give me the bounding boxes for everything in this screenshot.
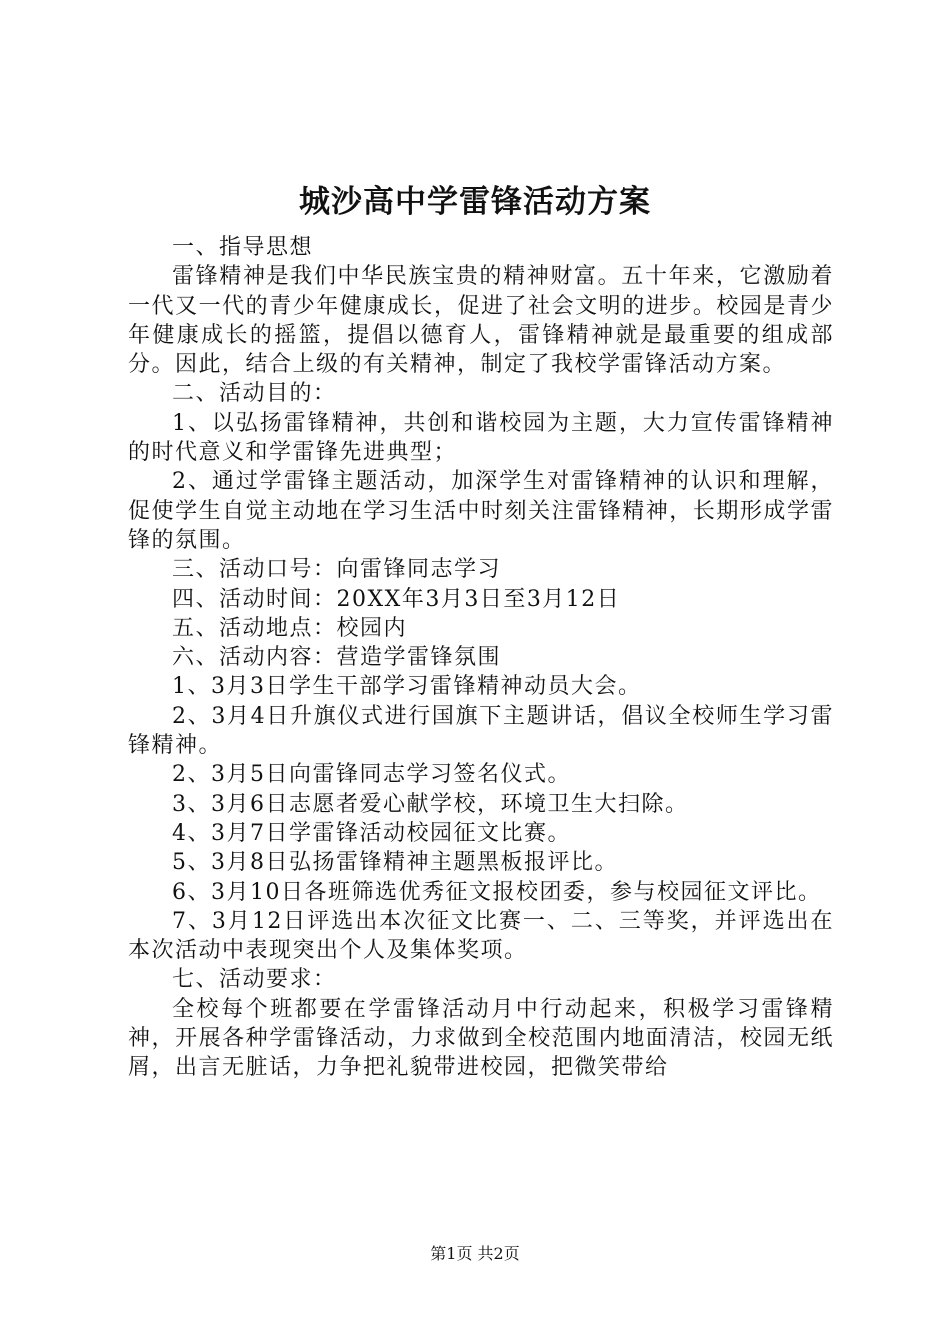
document-title: 城沙高中学雷锋活动方案 (299, 184, 651, 220)
content-item: 1、3月3日学生干部学习雷锋精神动员大会。 (172, 674, 642, 700)
section-heading-requirements: 七、活动要求： (172, 967, 337, 993)
section-heading-purpose: 二、活动目的： (172, 381, 337, 407)
content-item: 7、3月12日评选出本次征文比赛一、二、三等奖，并评选出在本次活动中表现突出个人及集体奖项。 (128, 908, 834, 964)
content-item: 3、3月6日志愿者爱心献学校，环境卫生大扫除。 (172, 791, 689, 817)
purpose-item-1: 1、以弘扬雷锋精神，共创和谐校园为主题，大力宣传雷锋精神的时代意义和学雷锋先进典型； (128, 410, 834, 466)
paragraph-requirements: 全校每个班都要在学雷锋活动月中行动起来，积极学习雷锋精神，开展各种学雷锋活动，力求做到全校范围内地面清洁，校园无纸屑，出言无脏话，力争把礼貌带进校园，把微笑带给 (128, 996, 834, 1081)
document-body (128, 233, 834, 1083)
content-item: 2、3月4日升旗仪式进行国旗下主题讲话，倡议全校师生学习雷锋精神。 (128, 703, 834, 759)
section-heading-guiding-ideology: 一、指导思想 (172, 235, 314, 260)
content-item: 6、3月10日各班筛选优秀征文报校团委，参与校园征文评比。 (172, 879, 822, 905)
page-footer: 第1页 共2页 (430, 1244, 520, 1263)
section-heading-slogan: 三、活动口号：向雷锋同志学习 (172, 557, 502, 583)
section-heading-location: 五、活动地点：校园内 (172, 615, 408, 641)
purpose-item-2: 2、通过学雷锋主题活动，加深学生对雷锋精神的认识和理解，促使学生自觉主动地在学习生活中时刻关注雷锋精神，长期形成学雷锋的氛围。 (128, 469, 834, 553)
paragraph-guiding-ideology: 雷锋精神是我们中华民族宝贵的精神财富。五十年来，它激励着一代又一代的青少年健康成长，促进了社会文明的进步。校园是青少年健康成长的摇篮，提倡以德育人，雷锋精神就是最重要的组成部分。因此，结合上级的有关精神，制定了我校学雷锋活动方案。 (128, 264, 834, 378)
content-item: 5、3月8日弘扬雷锋精神主题黑板报评比。 (172, 850, 618, 876)
section-heading-time: 四、活动时间：20XX年3月3日至3月12日 (172, 586, 621, 612)
content-item: 2、3月5日向雷锋同志学习签名仪式。 (172, 762, 571, 788)
content-item: 4、3月7日学雷锋活动校园征文比赛。 (172, 820, 571, 846)
section-heading-content: 六、活动内容：营造学雷锋氛围 (172, 645, 502, 671)
